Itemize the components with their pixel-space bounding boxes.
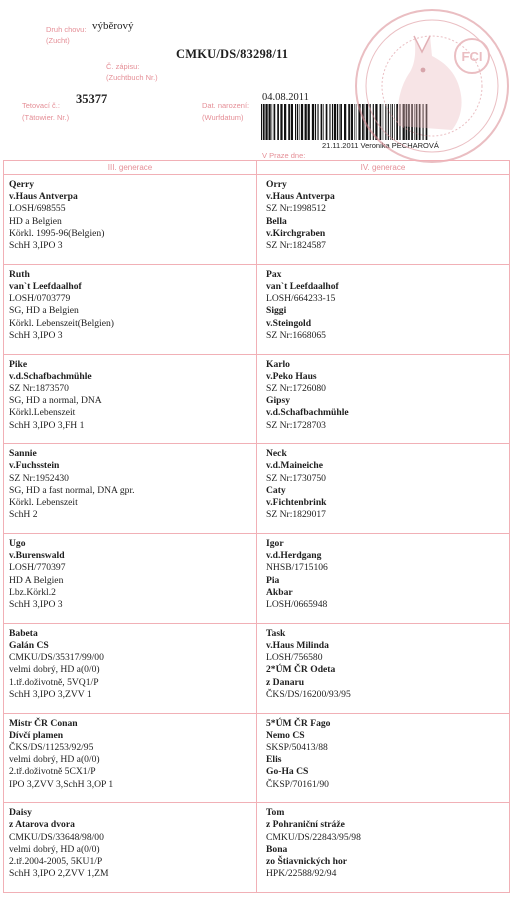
pedigree-cell-left	[9, 269, 114, 342]
pedigree-cell-right	[266, 269, 339, 342]
tattoo-label: Tetovací č.:	[22, 101, 60, 110]
barcode-bar	[332, 104, 333, 140]
pedigree-line: v.d.Schafbachmühle	[9, 370, 92, 382]
pedigree-line: SZ Nr:1824587	[266, 240, 326, 252]
studbook-label: Č. zápisu:	[106, 62, 140, 71]
pedigree-line: SchH 3,IPO 3	[9, 240, 63, 252]
row-divider	[4, 354, 509, 355]
pedigree-line: HD A Belgien	[9, 574, 64, 586]
barcode-bar	[326, 104, 328, 140]
pedigree-cell-right	[266, 628, 351, 701]
barcode-bar	[348, 104, 350, 140]
pedigree-line: Task	[266, 627, 286, 639]
pedigree-cell-right	[266, 179, 335, 252]
pedigree-line: SZ Nr:1728703	[266, 419, 326, 431]
barcode-bar	[334, 104, 336, 140]
barcode-bar	[321, 104, 323, 140]
pedigree-line: SchH 3,IPO 3	[9, 329, 63, 341]
pedigree-line: SZ Nr:1873570	[9, 382, 69, 394]
row-divider	[4, 533, 509, 534]
pedigree-line: LOSH/0703779	[9, 293, 71, 305]
pedigree-cell-left	[9, 538, 66, 611]
pedigree-line: IPO 3,ZVV 3,SchH 3,OP 1	[9, 778, 114, 790]
barcode-bar	[317, 104, 318, 140]
pedigree-line: Sannie	[9, 448, 37, 460]
row-divider	[4, 174, 509, 175]
pedigree-line: Pia	[266, 574, 280, 586]
studbook-label-de: (Zuchtbuch Nr.)	[106, 73, 158, 82]
pedigree-line: SG, HD a fast normal, DNA gpr.	[9, 484, 135, 496]
barcode-bar	[323, 104, 324, 140]
pedigree-line: v.Fuchsstein	[9, 460, 60, 472]
pedigree-line: HD a Belgien	[9, 215, 62, 227]
pedigree-line: z Pohraniční stráže	[266, 819, 345, 831]
pedigree-line: LOSH/756580	[266, 652, 323, 664]
pedigree-line: Dívčí plamen	[9, 729, 64, 741]
pedigree-line: SZ Nr:1730750	[266, 472, 326, 484]
pedigree-line: Körkl. 1995-96(Belgien)	[9, 227, 105, 239]
barcode-bar	[339, 104, 340, 140]
pedigree-line: Nemo CS	[266, 729, 305, 741]
barcode-bar	[297, 104, 298, 140]
pedigree-line: v.Haus Antverpa	[266, 191, 335, 203]
column-header-left: III. generace	[4, 161, 257, 174]
pedigree-line: velmi dobrý, HD a(0/0)	[9, 754, 100, 766]
pedigree-cell-left	[9, 807, 109, 880]
barcode-bar	[272, 104, 273, 140]
pedigree-cell-right	[266, 448, 327, 521]
pedigree-line: Orry	[266, 179, 287, 190]
pedigree-line: Tom	[266, 807, 285, 819]
pedigree-line: LOSH/664233-15	[266, 293, 336, 305]
barcode-bar	[344, 104, 346, 140]
breed-value: výběrový	[92, 20, 134, 32]
pedigree-line: z Atarova dvora	[9, 819, 75, 831]
pedigree-cell-left	[9, 718, 113, 791]
pedigree-line: Gipsy	[266, 395, 290, 407]
pedigree-line: v.Peko Haus	[266, 370, 317, 382]
pedigree-table	[3, 160, 510, 893]
pedigree-line: Caty	[266, 484, 286, 496]
barcode-bar	[263, 104, 265, 140]
barcode-bar	[274, 104, 276, 140]
pedigree-line: v.Burenswald	[9, 550, 65, 562]
pedigree-line: SG, HD a normal, DNA	[9, 395, 102, 407]
row-divider	[4, 264, 509, 265]
pedigree-line: CMKU/DS/35317/99/00	[9, 652, 104, 664]
pedigree-line: HPK/22588/92/94	[266, 868, 337, 880]
tattoo-value: 35377	[76, 92, 108, 106]
pedigree-line: 2*ÚM ČR Odeta	[266, 664, 336, 676]
pedigree-line: Go-Ha CS	[266, 766, 309, 778]
pedigree-cell-left	[9, 448, 135, 521]
barcode-bar	[291, 104, 293, 140]
registration-number: CMKU/DS/83298/11	[176, 47, 289, 61]
barcode-bar	[305, 104, 307, 140]
barcode-bar	[269, 104, 271, 140]
pedigree-line: 1.tř.doživotně, 5VQ1/P	[9, 676, 99, 688]
row-divider	[4, 443, 509, 444]
pedigree-line: SchH 3,IPO 2,ZVV 1,ZM	[9, 868, 109, 880]
barcode-bar	[315, 104, 316, 140]
pedigree-cell-left	[9, 179, 104, 252]
dob-value: 04.08.2011	[262, 92, 309, 103]
pedigree-line: v.Kirchgraben	[266, 227, 326, 239]
barcode-bar	[277, 104, 279, 140]
pedigree-line: Körkl. Lebenszeit	[9, 497, 78, 509]
pedigree-line: 2.tř.2004-2005, 5KU1/P	[9, 856, 103, 868]
pedigree-line: v.Fichtenbrink	[266, 497, 327, 509]
pedigree-line: SZ Nr:1829017	[266, 509, 326, 521]
pedigree-cell-left	[9, 359, 102, 432]
pedigree-line: velmi dobrý, HD a(0/0)	[9, 664, 100, 676]
pedigree-cell-right	[266, 359, 349, 432]
pedigree-line: SchH 3,IPO 3,FH 1	[9, 419, 85, 431]
pedigree-line: v.d.Herdgang	[266, 550, 322, 562]
pedigree-line: Pike	[9, 358, 28, 370]
barcode-bar	[261, 104, 262, 140]
pedigree-line: Qerry	[9, 179, 35, 190]
pedigree-line: 2.tř.doživotně 5CX1/P	[9, 766, 96, 778]
pedigree-line: Elis	[266, 754, 282, 766]
pedigree-line: velmi dobrý, HD a(0/0)	[9, 843, 100, 855]
row-divider	[4, 802, 509, 803]
pedigree-line: LOSH/698555	[9, 203, 66, 215]
pedigree-line: Galán CS	[9, 639, 49, 651]
pedigree-line: Daisy	[9, 807, 32, 819]
pedigree-line: Ruth	[9, 268, 30, 280]
pedigree-cell-right	[266, 807, 361, 880]
pedigree-line: Akbar	[266, 586, 293, 598]
barcode-bar	[295, 104, 296, 140]
pedigree-cell-right	[266, 718, 330, 791]
pedigree-line: Ugo	[9, 538, 26, 549]
pedigree-line: ČKS/DS/16200/93/95	[266, 688, 351, 700]
barcode-bar	[280, 104, 282, 140]
pedigree-line: ČKSP/70161/90	[266, 778, 329, 790]
pedigree-line: SKSP/50413/88	[266, 741, 328, 753]
barcode-bar	[301, 104, 303, 140]
column-header-right: IV. generace	[360, 163, 406, 172]
pedigree-line: v.Steingold	[266, 317, 312, 329]
pedigree-line: SZ Nr:1952430	[9, 472, 69, 484]
pedigree-line: SchH 3,IPO 3	[9, 599, 63, 611]
pedigree-line: ČKS/DS/11253/92/95	[9, 741, 94, 753]
barcode-bar	[265, 104, 267, 140]
pedigree-line: 5*ÚM ČR Fago	[266, 717, 331, 729]
barcode-caption: 21.11.2011 Veronika PECHAROVÁ	[322, 141, 439, 150]
pedigree-line: van`t Leefdaalhof	[266, 280, 339, 292]
pedigree-line: Neck	[266, 448, 287, 460]
pedigree-cell-left	[9, 628, 104, 701]
pedigree-line: CMKU/DS/33648/98/00	[9, 831, 104, 843]
pedigree-line: v.Haus Antverpa	[9, 191, 78, 203]
pedigree-line: Pax	[266, 268, 282, 280]
pedigree-cell-right	[266, 538, 328, 611]
row-divider	[4, 623, 509, 624]
pedigree-line: SchH 2	[9, 509, 38, 521]
pedigree-line: LOSH/0665948	[266, 599, 328, 611]
pedigree-line: SG, HD a Belgien	[9, 305, 79, 317]
pedigree-line: zo Štiavnických hor	[266, 856, 348, 868]
pedigree-line: v.d.Maineiche	[266, 460, 324, 472]
pedigree-line: Bona	[266, 843, 288, 855]
pedigree-line: Lbz.Körkl.2	[9, 586, 56, 598]
pedigree-line: Babeta	[9, 627, 38, 639]
dob-label: Dat. narození:	[202, 101, 250, 110]
pedigree-line: v.Haus Milinda	[266, 639, 329, 651]
barcode-bar	[337, 104, 338, 140]
pedigree-line: Siggi	[266, 305, 287, 317]
barcode-bar	[299, 104, 300, 140]
pedigree-line: v.d.Schafbachmühle	[266, 407, 349, 419]
barcode-bar	[288, 104, 290, 140]
seal-text: FCI	[461, 49, 483, 64]
pedigree-line: SZ Nr:1726080	[266, 382, 326, 394]
barcode-bar	[312, 104, 314, 140]
barcode-bar	[329, 104, 330, 140]
pedigree-line: Mistr ČR Conan	[9, 717, 78, 729]
barcode-bar	[284, 104, 286, 140]
pedigree-line: Igor	[266, 538, 284, 549]
pedigree-line: Karlo	[266, 358, 290, 370]
dob-label-de: (Wurfdatum)	[202, 113, 244, 122]
pedigree-line: Körkl. Lebenszeit(Belgien)	[9, 317, 114, 329]
tattoo-label-de: (Tätowier. Nr.)	[22, 113, 70, 122]
pedigree-line: NHSB/1715106	[266, 562, 328, 574]
pedigree-line: Körkl.Lebenszeit	[9, 407, 76, 419]
pedigree-line: SZ Nr:1998512	[266, 203, 326, 215]
row-divider	[4, 713, 509, 714]
pedigree-line: SZ Nr:1668065	[266, 329, 326, 341]
office-label: V Praze dne:	[262, 151, 306, 160]
pedigree-line: z Danaru	[266, 676, 305, 688]
pedigree-line: Bella	[266, 215, 287, 227]
fci-seal-stamp	[352, 6, 512, 166]
pedigree-line: van`t Leefdaalhof	[9, 280, 82, 292]
pedigree-line: LOSH/770397	[9, 562, 66, 574]
column-divider	[256, 161, 257, 892]
pedigree-line: SchH 3,IPO 3,ZVV 1	[9, 688, 92, 700]
barcode-bar	[308, 104, 310, 140]
breed-label: Druh chovu:	[46, 25, 87, 34]
breed-label-de: (Zucht)	[46, 36, 70, 45]
barcode-bar	[340, 104, 342, 140]
pedigree-line: CMKU/DS/22843/95/98	[266, 831, 361, 843]
